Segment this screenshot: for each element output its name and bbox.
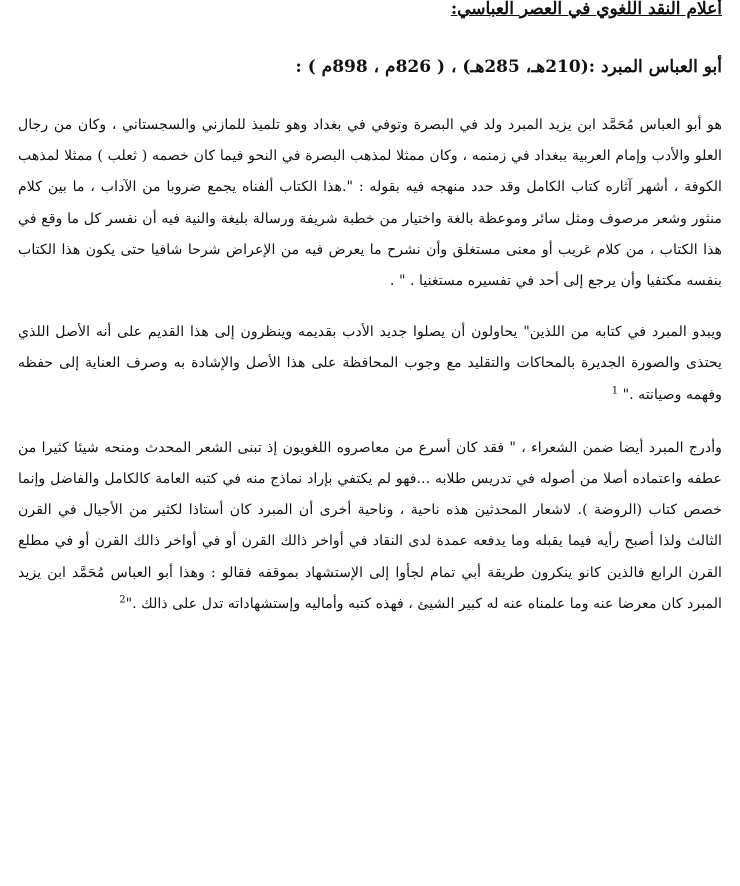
paragraph-text: ويبدو المبرد في كتابه من اللذين" يحاولون أن يصلوا جديد الأدب بقديمه وينظرون إلى هذا القديم على أنه الأصل اللذي يحتذى والصورة الجديرة بالمحاكات والتقليد مع وجوب المحافظة على هذا الأصل والإشادة به وصرف العناية إلى حفظه وفهمه وصيانته ." <box>18 324 722 403</box>
footnote-marker: 2 <box>119 594 126 606</box>
section-heading: أعلام النقد اللغوي في العصر العباسي: <box>450 0 722 19</box>
paragraph-text: هو أبو العباس مُحَمَّد ابن يزيد المبرد ولد في البصرة وتوفي في بغداد وهو تلميذ للمازني والسجستاني ، وكان من رجال العلو والأدب وإمام العربية ببغداد في زمنمه ، وكان ممثلا لمذهب البصرة في النحو فيما كان خصمه ( ثعلب ) ممثلا لمذهب الكوفة ، أشهر آثاره كتاب الكامل وقد حدد منهجه فيه بقوله : ".هذا الكتاب ألفناه يجمع ضروبا من الآداب ، ما بين كلام منثور وشعر مرصوف ومثل سائر وموعظة بالغة واختيار من خطبة شريفة ورسالة بليغة والنية فيه أن نفسر كل ما وقع في هذا الكتاب ، من كلام غريب أو معنى مستغلق وأن نشرح ما يعرض فيه من الإعراض شرحا شافيا حتى يكون هذا الكتاب بنفسه مكتفيا وأن يرجع إلى أحد في تفسيره مستغنيا . " . <box>18 117 722 290</box>
subheading: أبو العباس المبرد :(210هـ، 285هـ) ، ( 826م ، 898م ) : <box>295 57 722 77</box>
paragraph-1 <box>18 110 722 297</box>
paragraph-3 <box>18 433 722 620</box>
footnote-marker: 1 <box>611 384 619 396</box>
paragraph-2 <box>18 317 722 411</box>
document-page <box>18 0 722 620</box>
paragraph-text: وأدرج المبرد أيضا ضمن الشعراء ، " فقد كان أسرع من معاصروه اللغويون إذ تبنى الشعر المحدث ومنحه شيئا كثيرا من عطفه واعتماده أصلا من أصوله في تدريس طلابه ...فهو لم يكتفي بإراد نماذج منه في كتبه العامة كالكامل والفاضل وإنما خصص كتاب (الروضة ). لاشعار المحدثين هذه ناحية ، وناحية أخرى أن المبرد كان أستاذا لكثير من الأجيال في القرن الثالث ولذا أصبح رأيه فيما يقبله وما يدفعه عمدة لدى النقاد في أواخر ذالك القرن أو في أواخر ذالك القرن أو في مطلع القرن الرابع فالذين كانو ينكرون طريقة أبي تمام لجأوا إلى الإستشهاد بموقفه فقالو : وهذا أبو العباس مُحَمَّد ابن يزيد المبرد كان معرضا عنه وما علمناه عنه له كبير الشيئ ، فهذه كتبه وأماليه وإستشهاداته تدل على ذالك ." <box>18 439 723 612</box>
